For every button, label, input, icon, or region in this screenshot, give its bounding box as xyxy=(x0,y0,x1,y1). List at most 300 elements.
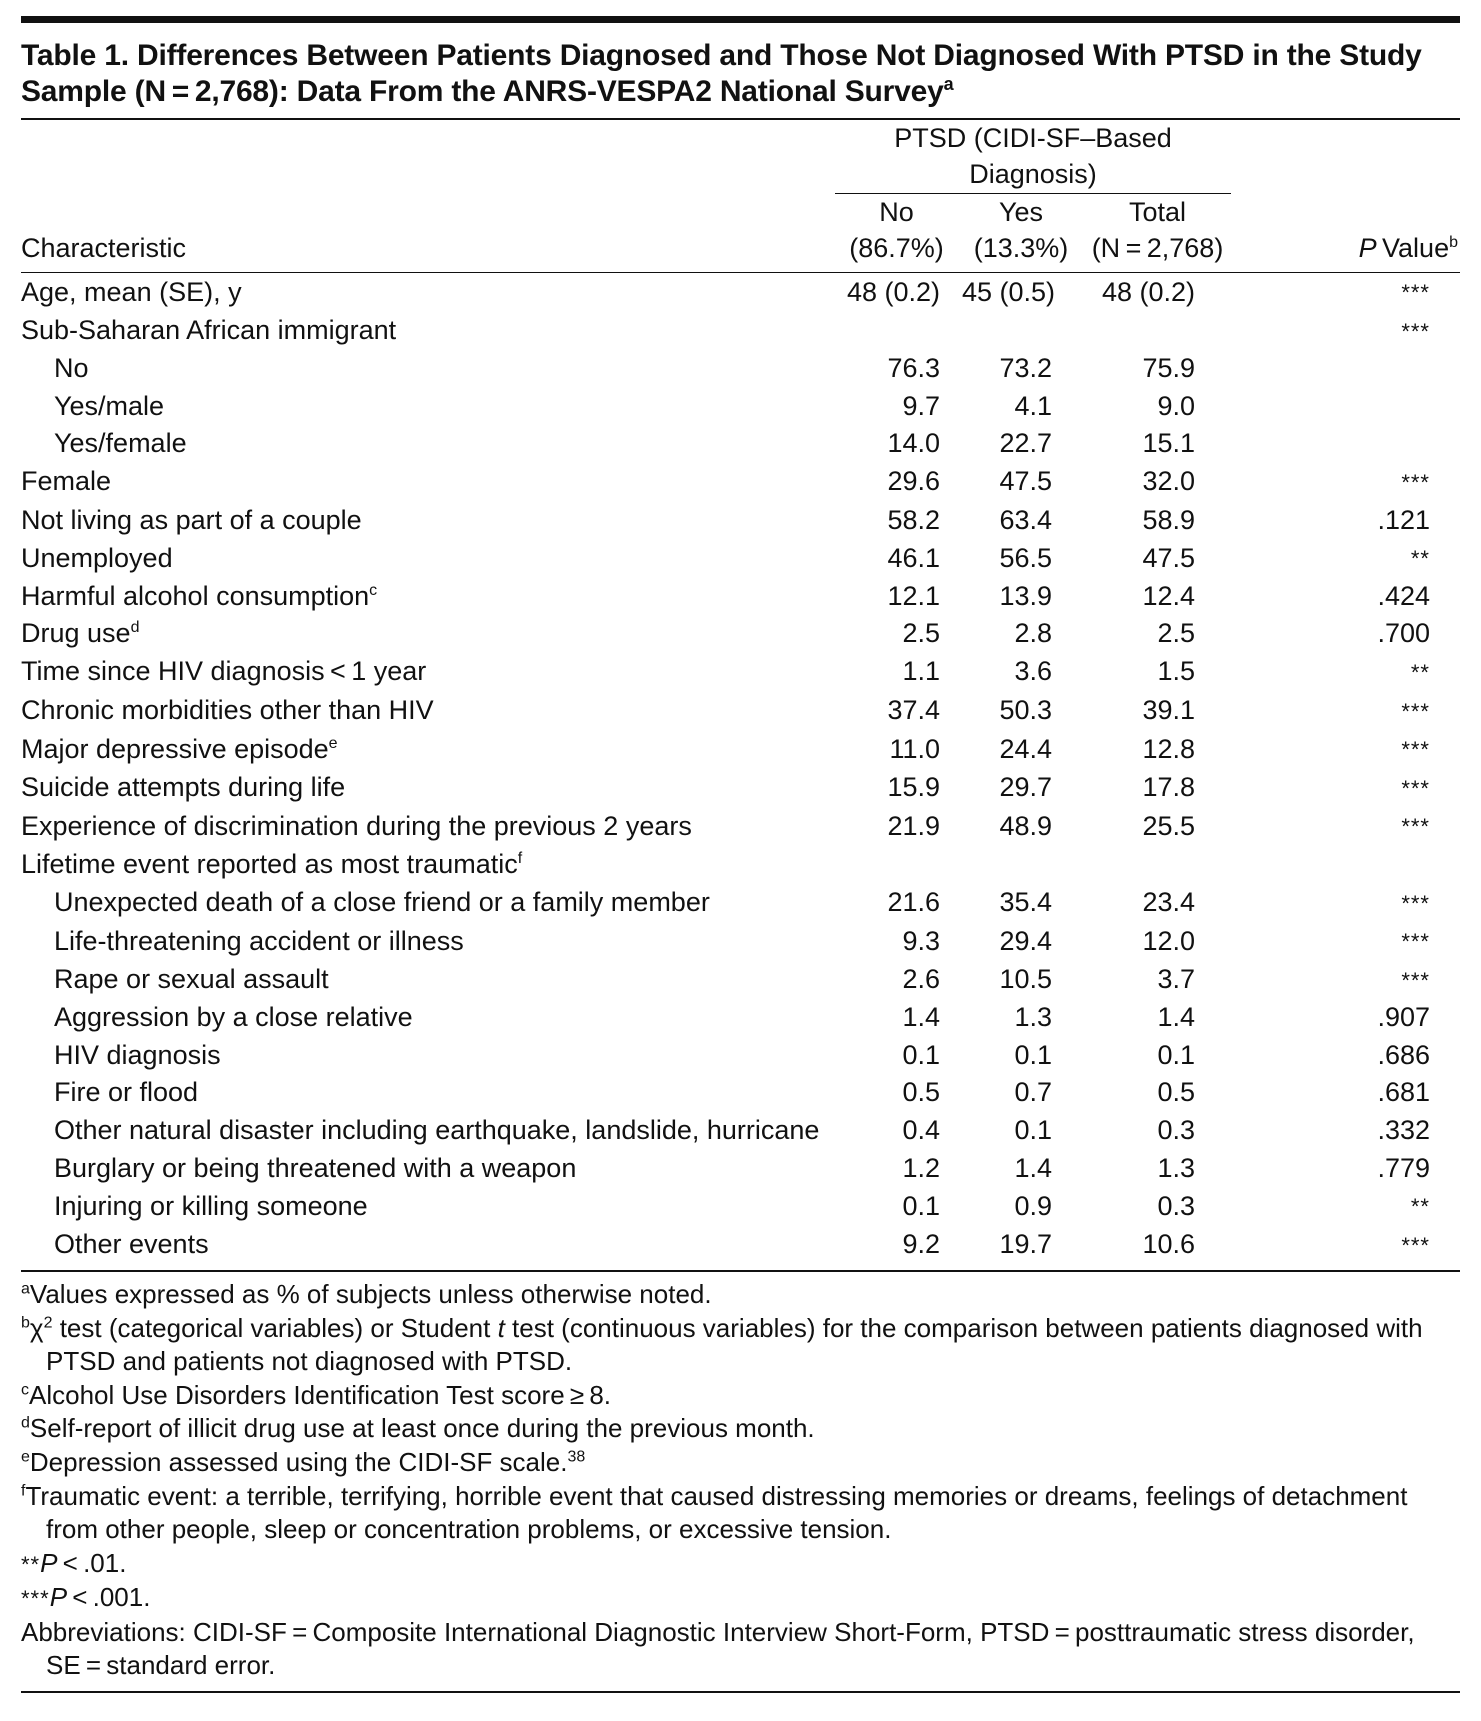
cell-no-text: 37.4 xyxy=(887,695,940,726)
cell-pvalue xyxy=(1235,961,1460,1000)
cell-pvalue xyxy=(1235,1074,1460,1112)
table-title-text: Table 1. Differences Between Patients Diagnosed and Those Not Diagnosed With PTSD in the Study Sample (N = 2,768): Data From the ANRS-VESPA2 National Survey xyxy=(21,39,1422,108)
row-label xyxy=(21,1150,831,1188)
cell-no xyxy=(831,425,962,463)
row-label-text: Time since HIV diagnosis < 1 year xyxy=(21,656,427,687)
cell-pvalue xyxy=(1235,312,1460,351)
table-row xyxy=(21,769,1460,808)
row-label xyxy=(21,1074,831,1112)
cell-total xyxy=(1080,653,1235,692)
cell-yes xyxy=(962,730,1080,769)
cell-total-text: 25.5 xyxy=(1142,810,1195,841)
cell-total xyxy=(1080,273,1235,312)
footnote-d xyxy=(21,1412,1460,1446)
row-label xyxy=(21,961,831,1000)
cell-no-text: 2.6 xyxy=(902,964,940,995)
cell-pvalue xyxy=(1235,539,1460,578)
cell-pvalue-text: ** xyxy=(1410,659,1430,685)
cell-no xyxy=(831,730,962,769)
row-label xyxy=(21,999,831,1037)
footnote-p001-stars: *** xyxy=(21,1586,50,1612)
cell-yes-text: 22.7 xyxy=(999,428,1052,459)
row-label xyxy=(21,350,831,388)
pvalue-footnote-mark: b xyxy=(1449,233,1458,251)
cell-no xyxy=(831,653,962,692)
row-label xyxy=(21,312,831,351)
row-label xyxy=(21,807,831,846)
cell-no xyxy=(831,615,962,653)
cell-yes-text: 0.9 xyxy=(1014,1190,1052,1221)
cell-no xyxy=(831,350,962,388)
cell-yes xyxy=(962,463,1080,502)
footnote-d-text: Self-report of illicit drug use at least once during the previous month. xyxy=(29,1413,815,1444)
cell-total xyxy=(1080,1226,1235,1265)
cell-pvalue-text: *** xyxy=(1401,318,1430,344)
ptsd-group-header xyxy=(831,120,1235,194)
table-row xyxy=(21,653,1460,692)
cell-pvalue xyxy=(1235,653,1460,692)
cell-total-text: 0.3 xyxy=(1157,1190,1195,1221)
row-label-text: No xyxy=(54,353,89,384)
cell-total-text: 1.5 xyxy=(1157,656,1195,687)
cell-yes xyxy=(962,769,1080,808)
footnotes xyxy=(21,1278,1460,1683)
cell-no-text: 29.6 xyxy=(887,466,940,497)
cell-no xyxy=(831,1112,962,1150)
row-label xyxy=(21,578,831,616)
cell-yes xyxy=(962,999,1080,1037)
cell-no-text: 46.1 xyxy=(887,542,940,573)
pvalue-label: Value xyxy=(1376,232,1450,263)
cell-yes xyxy=(962,388,1080,426)
bottom-rule xyxy=(21,1691,1460,1693)
footnote-b xyxy=(21,1312,1460,1379)
cell-no xyxy=(831,502,962,540)
cell-yes xyxy=(962,578,1080,616)
footnote-b-chi: χ xyxy=(29,1312,44,1343)
cell-pvalue xyxy=(1235,1187,1460,1226)
cell-no xyxy=(831,961,962,1000)
cell-pvalue-text: *** xyxy=(1401,929,1430,955)
cell-pvalue-text: *** xyxy=(1401,890,1430,916)
cell-total-text: 0.3 xyxy=(1157,1115,1195,1146)
table-row xyxy=(21,1074,1460,1112)
row-label-text: Burglary or being threatened with a weapon xyxy=(54,1152,577,1183)
cell-no xyxy=(831,884,962,923)
cell-no-text: 12.1 xyxy=(887,580,940,611)
cell-pvalue-text: ** xyxy=(1410,1194,1430,1220)
cell-pvalue xyxy=(1235,1037,1460,1075)
footnote-e xyxy=(21,1446,1460,1480)
cell-total xyxy=(1080,539,1235,578)
cell-yes-text: 19.7 xyxy=(999,1229,1052,1260)
cell-no-text: 21.6 xyxy=(887,887,940,917)
table-row xyxy=(21,730,1460,769)
row-label-text: Fire or flood xyxy=(54,1077,199,1108)
cell-no xyxy=(831,999,962,1037)
row-label-text: Lifetime event reported as most traumatic xyxy=(21,848,518,879)
cell-pvalue-text: *** xyxy=(1401,469,1430,495)
cell-no-text: 9.2 xyxy=(902,1229,940,1260)
cell-yes xyxy=(962,502,1080,540)
footnote-abbreviations: Abbreviations: CIDI-SF = Composite International Diagnostic Interview Short-Form, PTSD = posttraumatic stress disorder, SE = standard error. xyxy=(21,1616,1415,1681)
cell-pvalue xyxy=(1235,502,1460,540)
cell-total-text: 15.1 xyxy=(1142,428,1195,459)
cell-no-text: 0.1 xyxy=(902,1190,940,1221)
cell-yes-text: 3.6 xyxy=(1014,656,1052,687)
col-pvalue-header xyxy=(1235,230,1460,266)
cell-pvalue xyxy=(1235,807,1460,846)
row-label xyxy=(21,502,831,540)
row-label-text: Life-threatening accident or illness xyxy=(54,925,464,956)
cell-yes-text: 0.1 xyxy=(1014,1115,1052,1146)
cell-yes xyxy=(962,653,1080,692)
cell-pvalue-text: *** xyxy=(1401,737,1430,763)
row-label xyxy=(21,463,831,502)
cell-yes-text: 0.7 xyxy=(1014,1077,1052,1108)
cell-no xyxy=(831,1074,962,1112)
cell-no xyxy=(831,1150,962,1188)
cell-pvalue-text: ** xyxy=(1410,546,1430,572)
table-row xyxy=(21,273,1460,312)
cell-yes xyxy=(962,273,1080,312)
row-label-text: Aggression by a close relative xyxy=(54,1002,413,1033)
row-label-text: Female xyxy=(21,466,112,497)
cell-yes-text: 1.4 xyxy=(1014,1152,1052,1183)
cell-pvalue xyxy=(1235,1226,1460,1265)
cell-no xyxy=(831,807,962,846)
cell-yes-text: 1.3 xyxy=(1014,1002,1052,1033)
ptsd-group-label: PTSD (CIDI-SF–Based Diagnosis) xyxy=(835,120,1231,194)
cell-yes-text: 29.4 xyxy=(999,925,1052,956)
table-row xyxy=(21,1037,1460,1075)
row-footnote-mark: d xyxy=(130,619,140,637)
footnote-p001-p: P xyxy=(49,1582,68,1613)
footnote-b-text1: test (categorical variables) or Student xyxy=(52,1312,498,1343)
footnote-f xyxy=(21,1480,1460,1547)
cell-total xyxy=(1080,730,1235,769)
cell-total xyxy=(1080,961,1235,1000)
cell-yes-text: 48.9 xyxy=(999,810,1052,841)
table-row xyxy=(21,615,1460,653)
footnote-p01-stars: ** xyxy=(21,1551,41,1577)
row-label-text: Experience of discrimination during the previous 2 years xyxy=(21,810,692,841)
cell-pvalue xyxy=(1235,273,1460,312)
cell-yes xyxy=(962,1112,1080,1150)
cell-total-text: 9.0 xyxy=(1157,390,1195,421)
row-label-text: Unemployed xyxy=(21,542,173,573)
row-label xyxy=(21,388,831,426)
table-row xyxy=(21,846,1460,884)
row-label-text: Drug use xyxy=(21,618,131,649)
row-label-text: Injuring or killing someone xyxy=(54,1190,368,1221)
pvalue-p: P xyxy=(1358,232,1377,263)
cell-pvalue-text: .700 xyxy=(1377,618,1430,649)
row-label xyxy=(21,1112,831,1150)
header-group-row xyxy=(21,120,1460,194)
col-yes-subheader: (13.3%) xyxy=(973,232,1069,263)
cell-pvalue xyxy=(1235,463,1460,502)
footnote-c-mark: c xyxy=(21,1381,29,1399)
cell-total-text: 1.3 xyxy=(1157,1152,1195,1183)
cell-yes xyxy=(962,1037,1080,1075)
cell-no xyxy=(831,769,962,808)
cell-total-text: 17.8 xyxy=(1142,772,1195,803)
cell-pvalue xyxy=(1235,1112,1460,1150)
cell-no xyxy=(831,846,962,884)
cell-yes-text: 50.3 xyxy=(999,695,1052,726)
cell-pvalue-text: .121 xyxy=(1377,504,1430,535)
footnote-b-t: t xyxy=(497,1312,505,1343)
row-label-text: Other events xyxy=(54,1229,209,1260)
cell-total-text: 3.7 xyxy=(1157,964,1195,995)
cell-pvalue-text: .686 xyxy=(1377,1039,1430,1070)
col-total-header: Total xyxy=(1128,196,1187,227)
cell-no xyxy=(831,273,962,312)
table-row xyxy=(21,578,1460,616)
table-row xyxy=(21,1150,1460,1188)
cell-no-text: 11.0 xyxy=(889,733,940,764)
cell-yes-text: 35.4 xyxy=(999,887,1052,917)
cell-total xyxy=(1080,1150,1235,1188)
table-row xyxy=(21,922,1460,961)
table-row xyxy=(21,884,1460,923)
cell-total-text: 12.4 xyxy=(1142,580,1195,611)
footnote-f-mark: f xyxy=(21,1481,26,1499)
row-label xyxy=(21,539,831,578)
cell-no-text: 0.4 xyxy=(902,1115,940,1146)
table-body xyxy=(21,273,1460,1264)
row-label-text: Yes/male xyxy=(54,390,165,421)
cell-no-text: 2.5 xyxy=(902,618,940,649)
row-label xyxy=(21,922,831,961)
footnote-p01-text: < .01. xyxy=(57,1547,127,1578)
row-label-text: Not living as part of a couple xyxy=(21,504,362,535)
cell-no xyxy=(831,922,962,961)
row-label xyxy=(21,692,831,731)
footnote-a xyxy=(21,1278,1460,1312)
cell-yes xyxy=(962,1187,1080,1226)
table-row xyxy=(21,425,1460,463)
cell-yes-text: 29.7 xyxy=(999,772,1052,803)
footnote-c xyxy=(21,1379,1460,1413)
footnote-p001-text: < .001. xyxy=(67,1582,151,1613)
cell-pvalue-text: .424 xyxy=(1377,580,1430,611)
footnote-d-mark: d xyxy=(21,1414,30,1432)
col-no-subheader: (86.7%) xyxy=(849,232,944,263)
row-footnote-mark: c xyxy=(369,581,378,599)
table-row xyxy=(21,999,1460,1037)
footnote-f-text: Traumatic event: a terrible, terrifying, horrible event that caused distressing memories or dreams, feelings of detachment from other people, sleep or concentration problems, or excessive tension. xyxy=(25,1480,1408,1545)
row-label-text: HIV diagnosis xyxy=(54,1039,221,1070)
cell-pvalue-text: *** xyxy=(1401,814,1430,840)
cell-total-text: 0.5 xyxy=(1157,1077,1195,1108)
row-label xyxy=(21,846,831,884)
cell-total-text: 12.0 xyxy=(1142,925,1195,956)
cell-yes-text: 47.5 xyxy=(999,466,1052,497)
body-rule xyxy=(21,1270,1460,1272)
cell-no-text: 21.9 xyxy=(887,810,940,841)
row-label xyxy=(21,615,831,653)
cell-total xyxy=(1080,502,1235,540)
row-label xyxy=(21,730,831,769)
footnote-e-text: Depression assessed using the CIDI-SF scale. xyxy=(29,1446,568,1477)
table-row xyxy=(21,1112,1460,1150)
cell-no-text: 1.4 xyxy=(902,1002,940,1033)
cell-total xyxy=(1080,350,1235,388)
table-row xyxy=(21,807,1460,846)
cell-yes xyxy=(962,312,1080,351)
cell-yes xyxy=(962,884,1080,923)
cell-no-text: 76.3 xyxy=(887,353,940,384)
cell-pvalue xyxy=(1235,578,1460,616)
cell-pvalue-text: .779 xyxy=(1377,1152,1430,1183)
cell-pvalue xyxy=(1235,615,1460,653)
cell-yes xyxy=(962,922,1080,961)
row-label xyxy=(21,1187,831,1226)
cell-no-text: 1.1 xyxy=(902,656,940,687)
row-label xyxy=(21,653,831,692)
cell-yes xyxy=(962,846,1080,884)
cell-total xyxy=(1080,312,1235,351)
header-label-row xyxy=(21,194,1460,230)
row-label-text: Rape or sexual assault xyxy=(54,964,329,995)
cell-total-text: 58.9 xyxy=(1142,504,1195,535)
cell-pvalue xyxy=(1235,1150,1460,1188)
cell-yes xyxy=(962,807,1080,846)
table-container xyxy=(21,16,1460,1693)
cell-yes-text: 73.2 xyxy=(999,353,1052,384)
cell-pvalue-text: *** xyxy=(1401,698,1430,724)
cell-no xyxy=(831,312,962,351)
cell-no xyxy=(831,1226,962,1265)
cell-no-text: 15.9 xyxy=(887,772,940,803)
cell-no xyxy=(831,388,962,426)
cell-no-text: 0.5 xyxy=(902,1077,940,1108)
cell-no xyxy=(831,463,962,502)
table-row xyxy=(21,692,1460,731)
row-label xyxy=(21,1226,831,1265)
cell-total-text: 2.5 xyxy=(1157,618,1195,649)
cell-pvalue xyxy=(1235,769,1460,808)
cell-total xyxy=(1080,463,1235,502)
footnote-p01 xyxy=(21,1547,1460,1582)
cell-pvalue xyxy=(1235,692,1460,731)
cell-pvalue xyxy=(1235,999,1460,1037)
footnote-e-mark: e xyxy=(21,1448,30,1466)
cell-no-text: 9.3 xyxy=(902,925,940,956)
cell-no-text: 9.7 xyxy=(902,390,940,421)
row-label xyxy=(21,425,831,463)
cell-pvalue-text: .332 xyxy=(1377,1115,1430,1146)
cell-yes xyxy=(962,1226,1080,1265)
cell-pvalue xyxy=(1235,730,1460,769)
footnote-b-text2: test (continuous variables) for the comparison between patients diagnosed with PTSD and patients not diagnosed with PTSD. xyxy=(46,1312,1423,1377)
cell-total xyxy=(1080,425,1235,463)
cell-pvalue xyxy=(1235,922,1460,961)
cell-total xyxy=(1080,1037,1235,1075)
title-footnote-mark: a xyxy=(943,74,954,94)
cell-no xyxy=(831,539,962,578)
cell-yes xyxy=(962,615,1080,653)
row-label-text: Yes/female xyxy=(54,428,187,459)
cell-no xyxy=(831,692,962,731)
row-footnote-mark: f xyxy=(517,849,523,867)
cell-yes xyxy=(962,961,1080,1000)
table-row xyxy=(21,1226,1460,1265)
cell-total xyxy=(1080,846,1235,884)
cell-pvalue xyxy=(1235,350,1460,388)
cell-total-text: 48 (0.2) xyxy=(1101,276,1195,307)
cell-total xyxy=(1080,1112,1235,1150)
row-label xyxy=(21,1037,831,1075)
cell-total xyxy=(1080,1187,1235,1226)
table-row xyxy=(21,1187,1460,1226)
table-row xyxy=(21,502,1460,540)
cell-yes-text: 13.9 xyxy=(999,580,1052,611)
col-no-header: No xyxy=(879,196,914,227)
row-label-text: Sub-Saharan African immigrant xyxy=(21,315,397,346)
footnote-b-mark: b xyxy=(21,1313,30,1331)
cell-no xyxy=(831,1037,962,1075)
col-total-subheader: (N = 2,768) xyxy=(1091,232,1224,263)
cell-total xyxy=(1080,692,1235,731)
cell-total xyxy=(1080,769,1235,808)
cell-yes xyxy=(962,350,1080,388)
row-label-text: Age, mean (SE), y xyxy=(21,276,242,307)
cell-total xyxy=(1080,922,1235,961)
table-row xyxy=(21,312,1460,351)
cell-yes xyxy=(962,539,1080,578)
footnote-c-text: Alcohol Use Disorders Identification Test score ≥ 8. xyxy=(29,1379,612,1410)
cell-no-text: 14.0 xyxy=(887,428,940,459)
cell-total xyxy=(1080,999,1235,1037)
footnote-p01-p: P xyxy=(40,1547,58,1578)
cell-total xyxy=(1080,1074,1235,1112)
cell-total-text: 0.1 xyxy=(1157,1039,1195,1070)
cell-yes-text: 10.5 xyxy=(999,964,1052,995)
cell-pvalue xyxy=(1235,884,1460,923)
row-label-text: Other natural disaster including earthquake, landslide, hurricane xyxy=(54,1115,820,1146)
cell-no-text: 1.2 xyxy=(902,1152,940,1183)
cell-total xyxy=(1080,388,1235,426)
cell-total-text: 75.9 xyxy=(1142,353,1195,384)
cell-total-text: 32.0 xyxy=(1142,466,1195,497)
top-rule xyxy=(21,16,1460,23)
table-row xyxy=(21,961,1460,1000)
cell-no-text: 58.2 xyxy=(887,504,940,535)
cell-yes-text: 56.5 xyxy=(999,542,1052,573)
footnote-e-ref: 38 xyxy=(567,1448,586,1466)
cell-total-text: 23.4 xyxy=(1142,887,1195,917)
cell-yes-text: 0.1 xyxy=(1014,1039,1052,1070)
header-sub-row xyxy=(21,230,1460,266)
cell-no-text: 0.1 xyxy=(902,1039,940,1070)
table-row xyxy=(21,463,1460,502)
cell-total xyxy=(1080,884,1235,923)
cell-pvalue xyxy=(1235,846,1460,884)
row-label xyxy=(21,769,831,808)
row-label-text: Chronic morbidities other than HIV xyxy=(21,695,434,726)
cell-total-text: 10.6 xyxy=(1142,1229,1195,1260)
footnote-p001 xyxy=(21,1581,1460,1616)
row-label-text: Suicide attempts during life xyxy=(21,772,346,803)
cell-total xyxy=(1080,615,1235,653)
cell-total-text: 47.5 xyxy=(1142,542,1195,573)
cell-total-text: 39.1 xyxy=(1142,695,1195,726)
table-row xyxy=(21,539,1460,578)
cell-pvalue-text: .681 xyxy=(1377,1077,1430,1108)
